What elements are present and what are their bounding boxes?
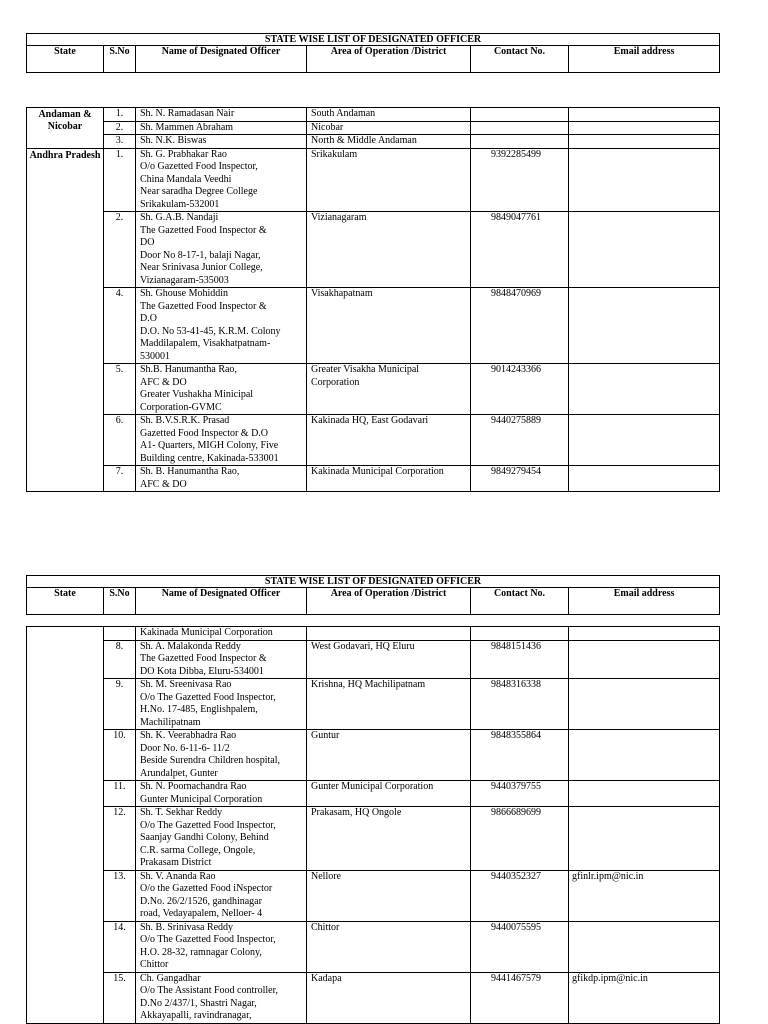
officer-detail-line: Vizianagaram-535003 [140,274,229,286]
area-of-operation-cell: Srikakulam [307,148,471,212]
area-of-operation-cell: Visakhapatnam [307,288,471,364]
officer-detail-line: D.No. 26/2/1526, gandhinagar [140,895,262,907]
officer-name-cell [136,730,307,781]
officer-detail-line: Door No 8-17-1, balaji Nagar, [140,249,261,261]
contact-number-cell: 9849047761 [471,212,569,288]
column-header-email: Email address [569,46,720,73]
column-header-email: Email address [569,588,720,615]
email-cell [569,415,720,466]
table-row [27,781,720,807]
officer-detail-line: D.O [140,313,157,324]
email-cell [569,148,720,212]
table-row [27,870,720,921]
serial-number-cell: 9. [104,679,136,730]
officer-detail-line: Sh.B. Hanumantha Rao, [140,364,237,375]
contact-number-cell: 9440379755 [471,781,569,807]
email-cell: gfinlr.ipm@nic.in [569,870,720,921]
serial-number-cell [104,627,136,641]
officer-detail-line: Sh. B. Hanumantha Rao, [140,466,240,477]
officer-detail-line: Greater Vushakha Minicipal [140,389,254,400]
column-header-name: Name of Designated Officer [136,46,307,73]
email-cell [569,364,720,415]
officer-detail-line: Near saradha Degree College [140,186,258,197]
officer-detail-line: O/o The Gazetted Food Inspector, [140,819,276,831]
contact-number-cell: 9848470969 [471,288,569,364]
contact-number-cell: 9848316338 [471,679,569,730]
officer-table-body [27,108,720,492]
serial-number-cell: 5. [104,364,136,415]
officer-detail-line: 530001 [140,350,170,362]
email-cell [569,781,720,807]
contact-number-cell: 9849279454 [471,466,569,492]
table-row [27,415,720,466]
officer-detail-line: D.O. No 53-41-45, K.R.M. Colony [140,325,281,337]
table-row [27,972,720,1023]
officer-name-cell [136,921,307,972]
contact-number-cell [471,121,569,135]
area-of-operation-cell: Prakasam, HQ Ongole [307,807,471,871]
officer-detail-line: Sh. V. Ananda Rao [140,870,216,882]
officer-detail-line: Sh. G.A.B. Nandaji [140,212,219,223]
area-of-operation-cell: South Andaman [307,108,471,122]
officer-name-cell [136,781,307,807]
contact-number-cell: 9440275889 [471,415,569,466]
officer-name-cell [136,807,307,871]
contact-number-cell: 9848151436 [471,640,569,679]
table-row [27,730,720,781]
serial-number-cell: 8. [104,640,136,679]
officer-detail-line: Sh. N.K. Biswas [140,135,207,146]
serial-number-cell: 1. [104,108,136,122]
officer-detail-line: Arundalpet, Gunter [140,767,218,779]
contact-number-cell [471,108,569,122]
officer-name-cell [136,640,307,679]
table-row [27,288,720,364]
table-row [27,148,720,212]
officer-detail-line: D.No 2/437/1, Shastri Nagar, [140,997,257,1009]
officer-detail-line: Gunter Municipal Corporation [140,793,263,805]
serial-number-cell: 3. [104,135,136,149]
state-cell-andhra: Andhra Pradesh [27,148,104,492]
officer-name-cell [136,364,307,415]
officer-detail-line: DO Kota Dibba, Eluru-534001 [140,665,264,677]
area-of-operation-cell: Vizianagaram [307,212,471,288]
column-header-contact: Contact No. [471,46,569,73]
email-cell [569,807,720,871]
serial-number-cell: 2. [104,121,136,135]
table-row [27,121,720,135]
table-row [27,679,720,730]
area-of-operation-cell: Nellore [307,870,471,921]
email-cell [569,627,720,641]
serial-number-cell: 2. [104,212,136,288]
officer-name-cell [136,972,307,1023]
area-of-operation-cell: North & Middle Andaman [307,135,471,149]
officer-detail-line: Sh. A. Malakonda Reddy [140,640,241,652]
email-cell [569,108,720,122]
contact-number-cell: 9014243366 [471,364,569,415]
officer-detail-line: Sh. T. Sekhar Reddy [140,807,223,818]
officer-detail-line: DO [140,237,155,248]
serial-number-cell: 4. [104,288,136,364]
table-row [27,466,720,492]
column-header-area: Area of Operation /District [307,588,471,615]
contact-number-cell [471,627,569,641]
officer-detail-line: O/o The Gazetted Food Inspector, [140,691,276,703]
officer-name-cell [136,415,307,466]
table-row [27,364,720,415]
officer-table-page-1 [26,107,720,492]
officer-detail-line: C.R. sarma College, Ongole, [140,844,256,856]
officer-detail-line: Sh. N. Poornachandra Rao [140,781,247,792]
officer-detail-line: Sh. K. Veerabhadra Rao [140,730,237,741]
officer-detail-line: Gazetted Food Inspector & D.O [140,427,269,439]
officer-detail-line: O/o The Gazetted Food Inspector, [140,934,276,945]
officer-name-cell [136,679,307,730]
officer-name-cell [136,135,307,149]
officer-detail-line: Srikakulam-532001 [140,198,220,210]
contact-number-cell: 9440075595 [471,921,569,972]
email-cell [569,135,720,149]
serial-number-cell: 14. [104,921,136,972]
serial-number-cell: 7. [104,466,136,492]
email-cell [569,640,720,679]
table-row [27,135,720,149]
email-cell [569,288,720,364]
officer-table-page-2 [26,626,720,1024]
officer-detail-line: Sh. G. Prabhakar Rao [140,148,227,160]
officer-table-body [27,627,720,1024]
email-cell [569,679,720,730]
area-of-operation-cell: Gunter Municipal Corporation [307,781,471,807]
area-of-operation-cell: Kadapa [307,972,471,1023]
officer-detail-line: The Gazetted Food Inspector & [140,653,267,664]
officer-detail-line: Sh. M. Sreenivasa Rao [140,679,232,690]
contact-number-cell: 9440352327 [471,870,569,921]
column-header-state: State [27,588,104,615]
area-of-operation-cell: Krishna, HQ Machilipatnam [307,679,471,730]
officer-detail-line: O/o Gazetted Food Inspector, [140,161,258,172]
officer-detail-line: H.No. 17-485, Englishpalem, [140,704,258,715]
column-header-sno: S.No [104,588,136,615]
officer-detail-line: AFC & DO [140,376,187,388]
table-row [27,640,720,679]
column-header-name: Name of Designated Officer [136,588,307,615]
table-row [27,212,720,288]
table-row [27,807,720,871]
officer-name-cell [136,212,307,288]
area-of-operation-cell [307,627,471,641]
contact-number-cell: 9848355864 [471,730,569,781]
officer-detail-line: Sh. B. Srinivasa Reddy [140,921,234,933]
officer-detail-line: Saanjay Gandhi Colony, Behind [140,832,269,843]
officer-name-cell [136,121,307,135]
contact-number-cell: 9866689699 [471,807,569,871]
officer-detail-line: Kakinada Municipal Corporation [140,627,273,638]
officer-detail-line: Sh. Mammen Abraham [140,121,234,133]
officer-name-cell [136,466,307,492]
area-of-operation-cell: Chittor [307,921,471,972]
column-header-contact: Contact No. [471,588,569,615]
officer-detail-line: Chittor [140,959,169,970]
officer-detail-line: H.O. 28-32, ramnagar Colony, [140,946,262,958]
officer-detail-line: Door No. 6-11-6- 11/2 [140,742,230,754]
officer-detail-line: The Gazetted Food Inspector & [140,300,267,312]
table-row [27,921,720,972]
officer-detail-line: road, Vedayapalem, Nelloer- 4 [140,908,263,919]
column-header-state: State [27,46,104,73]
contact-number-cell: 9441467579 [471,972,569,1023]
serial-number-cell: 12. [104,807,136,871]
officer-detail-line: Prakasam District [140,857,212,868]
officer-name-cell [136,288,307,364]
area-of-operation-cell: Nicobar [307,121,471,135]
email-cell [569,730,720,781]
officer-detail-line: Sh. N. Ramadasan Nair [140,108,235,119]
officer-detail-line: Sh. B.V.S.R.K. Prasad [140,415,230,426]
table-row [27,627,720,641]
area-of-operation-cell: Greater Visakha Municipal Corporation [307,364,471,415]
area-of-operation-cell: Kakinada Municipal Corporation [307,466,471,492]
officer-detail-line: Building centre, Kakinada-533001 [140,452,279,464]
officer-name-cell [136,627,307,641]
column-header-sno: S.No [104,46,136,73]
serial-number-cell: 11. [104,781,136,807]
table-row [27,108,720,122]
area-of-operation-cell: West Godavari, HQ Eluru [307,640,471,679]
officer-detail-line: Ch. Gangadhar [140,972,201,984]
document-title: STATE WISE LIST OF DESIGNATED OFFICER [27,576,720,588]
officer-detail-line: Maddilapalem, Visakhatpatnam- [140,338,271,349]
email-cell [569,466,720,492]
officer-detail-line: AFC & DO [140,478,187,490]
officer-detail-line: The Gazetted Food Inspector & [140,224,267,236]
officer-detail-line: Sh. Ghouse Mohiddin [140,288,229,299]
serial-number-cell: 1. [104,148,136,212]
contact-number-cell [471,135,569,149]
header-table-page-1 [26,33,720,73]
header-table-page-2 [26,575,720,615]
officer-detail-line: Corporation-GVMC [140,401,222,413]
contact-number-cell: 9392285499 [471,148,569,212]
officer-name-cell [136,148,307,212]
officer-detail-line: A1- Quarters, MIGH Colony, Five [140,440,279,451]
officer-detail-line: O/o The Assistant Food controller, [140,985,279,996]
officer-detail-line: China Mandala Veedhi [140,173,232,185]
area-of-operation-cell: Kakinada HQ, East Godavari [307,415,471,466]
email-cell [569,121,720,135]
serial-number-cell: 6. [104,415,136,466]
state-cell-continued [27,627,104,1024]
state-cell-andaman: Andaman & Nicobar [27,108,104,149]
email-cell [569,212,720,288]
email-cell [569,921,720,972]
officer-name-cell [136,870,307,921]
officer-detail-line: Machilipatnam [140,716,201,728]
officer-detail-line: Akkayapalli, ravindranagar, [140,1010,252,1021]
email-cell: gfikdp.ipm@nic.in [569,972,720,1023]
serial-number-cell: 10. [104,730,136,781]
serial-number-cell: 15. [104,972,136,1023]
officer-detail-line: Near Srinivasa Junior College, [140,262,263,273]
area-of-operation-cell: Guntur [307,730,471,781]
officer-name-cell [136,108,307,122]
document-title: STATE WISE LIST OF DESIGNATED OFFICER [27,34,720,46]
officer-detail-line: Beside Surendra Children hospital, [140,755,280,766]
serial-number-cell: 13. [104,870,136,921]
column-header-area: Area of Operation /District [307,46,471,73]
officer-detail-line: O/o the Gazetted Food iNspector [140,883,273,894]
